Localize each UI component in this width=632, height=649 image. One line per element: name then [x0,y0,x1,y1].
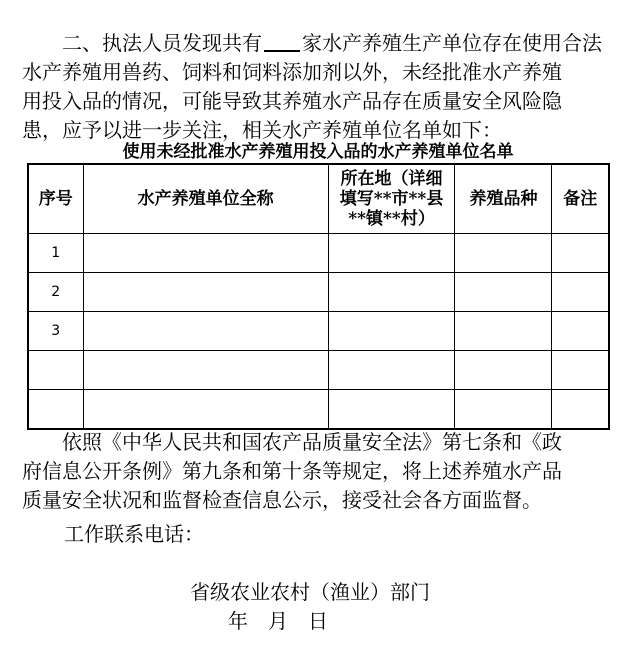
table-row [28,351,609,390]
header-location-line-1: 所在地（详细 [340,169,443,189]
header-unit-name: 水产养殖单位全称 [83,164,328,234]
table-title: 使用未经批准水产养殖用投入品的水产养殖单位名单 [122,142,514,162]
cell-remark [552,390,609,430]
contact-phone-label: 工作联系电话： [64,522,204,546]
header-location-line-3: **镇**村） [348,209,435,229]
table-row [28,312,609,351]
cell-unit-name [83,273,328,312]
intro-paragraph [22,29,622,145]
row-number [28,390,83,430]
intro-line-1-start: 二、执法人员发现共有 [62,31,262,55]
header-location-line-2: 填写**市**县 [339,189,444,209]
unit-list-table [27,163,610,430]
intro-line-1-end: 家水产养殖生产单位存在使用合法 [302,31,602,55]
cell-location [328,390,455,430]
cell-unit-name [83,390,328,430]
cell-remark [552,312,609,351]
legal-line-1: 依照《中华人民共和国农产品质量安全法》第七条和《政 [62,430,562,454]
cell-species [455,351,552,390]
cell-species [455,273,552,312]
cell-remark [552,351,609,390]
header-no: 序号 [28,164,83,234]
cell-location [328,312,455,351]
cell-location [328,234,455,273]
row-number: 2 [28,273,83,312]
row-number: 1 [28,234,83,273]
table-row [28,390,609,430]
header-location [328,164,455,234]
cell-unit-name [83,234,328,273]
row-number: 3 [28,312,83,351]
issuing-department: 省级农业农村（渔业）部门 [190,580,430,604]
table-header-row [28,164,609,234]
cell-species [455,390,552,430]
legal-basis-paragraph [22,428,622,515]
table-row [28,234,609,273]
intro-line-4: 患，应予以进一步关注，相关水产养殖单位名单如下： [22,118,502,142]
header-remark: 备注 [552,164,609,234]
intro-line-2: 水产养殖用兽药、饲料和饲料添加剂以外，未经批准水产养殖 [22,60,562,84]
intro-line-1 [22,29,622,58]
cell-location [328,273,455,312]
cell-remark [552,273,609,312]
count-blank [264,30,300,52]
legal-line-3: 质量安全状况和监督检查信息公示，接受社会各方面监督。 [22,488,542,512]
row-number [28,351,83,390]
cell-species [455,312,552,351]
table-row [28,273,609,312]
cell-unit-name [83,312,328,351]
cell-location [328,351,455,390]
cell-remark [552,234,609,273]
issue-date: 年 月 日 [228,609,328,633]
cell-unit-name [83,351,328,390]
legal-line-2: 府信息公开条例》第九条和第十条等规定，将上述养殖水产品 [22,459,562,483]
intro-line-3: 用投入品的情况，可能导致其养殖水产品存在质量安全风险隐 [22,89,562,113]
header-species: 养殖品种 [455,164,552,234]
cell-species [455,234,552,273]
